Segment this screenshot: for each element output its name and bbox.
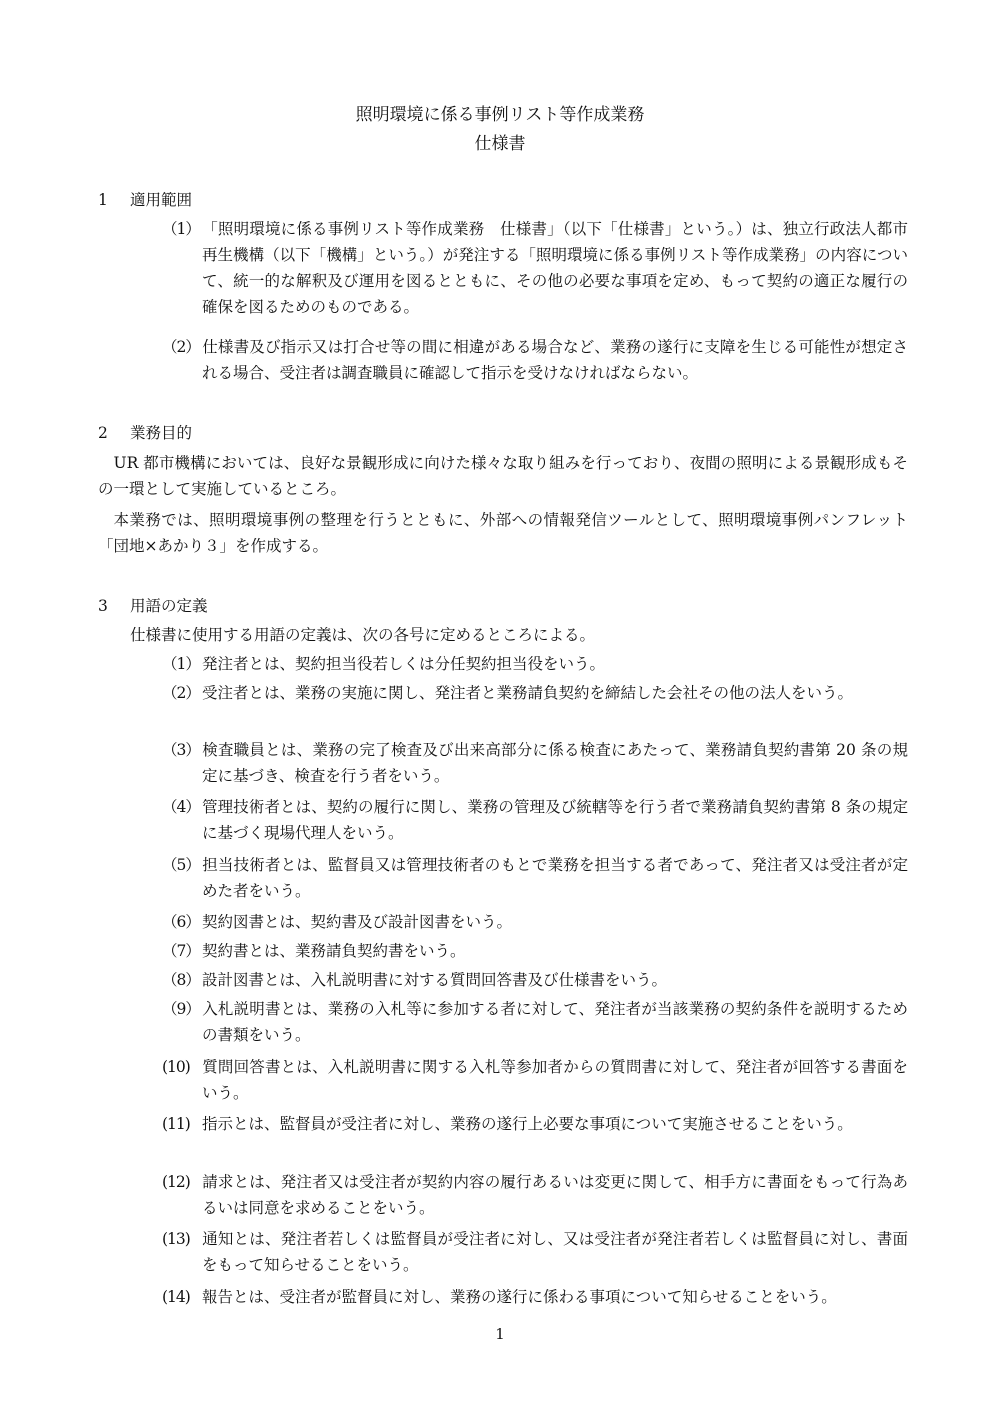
item-label: （7）: [162, 942, 200, 960]
item-text: 発注者とは、契約担当役若しくは分任契約担当役をいう。: [202, 655, 606, 673]
list-item: [130, 967, 908, 993]
list-item: [130, 334, 908, 386]
item-text: 契約図書とは、契約書及び設計図書をいう。: [202, 913, 513, 931]
item-label: （8）: [162, 971, 200, 989]
item-label: （1）: [162, 655, 200, 673]
section-title: 用語の定義: [130, 597, 208, 615]
list-item: [130, 680, 908, 706]
item-label: （5）: [162, 856, 200, 874]
section-title: 業務目的: [130, 424, 193, 442]
item-label: (11): [162, 1115, 190, 1133]
list-item: [130, 737, 908, 789]
list-item: [130, 1169, 908, 1221]
item-text: 担当技術者とは、監督員又は管理技術者のもとで業務を担当する者であって、発注者又は受注者が定めた者をいう。: [202, 856, 908, 900]
paragraph: 本業務では、照明環境事例の整理を行うとともに、外部への情報発信ツールとして、照明環境事例パンフレット「団地×あかり３」を作成する。: [98, 511, 908, 555]
list-item: [130, 216, 908, 320]
item-text: 報告とは、受注者が監督員に対し、業務の遂行に係わる事項について知らせることをいう。: [202, 1288, 837, 1306]
item-text: 契約書とは、業務請負契約書をいう。: [202, 942, 466, 960]
item-text: 入札説明書とは、業務の入札等に参加する者に対して、発注者が当該業務の契約条件を説明するための書類をいう。: [202, 1000, 908, 1044]
item-text: 検査職員とは、業務の完了検査及び出来高部分に係る検査にあたって、業務請負契約書第 20 条の規定に基づき、検査を行う者をいう。: [202, 741, 908, 785]
item-label: (14): [162, 1288, 190, 1306]
list-item: [130, 996, 908, 1048]
section-number: 3: [98, 597, 108, 615]
document-subtitle: 仕様書: [474, 134, 526, 154]
item-label: （1）: [162, 220, 200, 238]
list-item: [130, 938, 908, 964]
item-text: 仕様書及び指示又は打合せ等の間に相違がある場合など、業務の遂行に支障を生じる可能性が想定される場合、受注者は調査職員に確認して指示を受けなければならない。: [202, 338, 908, 382]
section-number: 2: [98, 424, 108, 442]
item-label: （4）: [162, 798, 200, 816]
item-text: 「照明環境に係る事例リスト等作成業務 仕様書」（以下「仕様書」という。）は、独立行政法人都市再生機構（以下「機構」という。）が発注する「照明環境に係る事例リスト等作成業務」の内容について、統一的な解釈及び運用を図るとともに、その他の必要な事項を定め、もって契約の適正な履行の確保を図るためのものである。: [202, 220, 908, 316]
document-title: 照明環境に係る事例リスト等作成業務: [355, 105, 645, 125]
item-label: （3）: [162, 741, 200, 759]
section-lead: 仕様書に使用する用語の定義は、次の各号に定めるところによる。: [130, 626, 596, 644]
item-label: (10): [162, 1058, 190, 1076]
section-heading: [98, 187, 192, 214]
list-item: [130, 1284, 908, 1310]
item-text: 管理技術者とは、契約の履行に関し、業務の管理及び統轄等を行う者で業務請負契約書第 8 条の規定に基づく現場代理人をいう。: [202, 798, 908, 842]
page-number: 1: [495, 1325, 505, 1343]
item-label: （6）: [162, 913, 200, 931]
item-text: 質問回答書とは、入札説明書に関する入札等参加者からの質問書に対して、発注者が回答する書面をいう。: [202, 1058, 908, 1102]
list-item: [130, 852, 908, 904]
list-item: [130, 1226, 908, 1278]
section-number: 1: [98, 191, 108, 209]
list-item: [130, 794, 908, 846]
paragraph: UR 都市機構においては、良好な景観形成に向けた様々な取り組みを行っており、夜間の照明による景観形成もその一環として実施しているところ。: [98, 454, 908, 498]
list-item: [130, 909, 908, 935]
item-label: （2）: [162, 338, 200, 356]
item-label: （2）: [162, 684, 200, 702]
section-title: 適用範囲: [130, 191, 193, 209]
item-text: 指示とは、監督員が受注者に対し、業務の遂行上必要な事項について実施させることをいう。: [202, 1115, 853, 1133]
list-item: [130, 651, 908, 677]
item-text: 設計図書とは、入札説明書に対する質問回答書及び仕様書をいう。: [202, 971, 668, 989]
item-label: (12): [162, 1173, 190, 1191]
item-label: （9）: [162, 1000, 200, 1018]
list-item: [130, 1054, 908, 1106]
section-heading: [98, 593, 208, 620]
item-text: 受注者とは、業務の実施に関し、発注者と業務請負契約を締結した会社その他の法人をいう。: [202, 684, 854, 702]
item-text: 通知とは、発注者若しくは監督員が受注者に対し、又は受注者が発注者若しくは監督員に対し、書面をもって知らせることをいう。: [202, 1230, 908, 1274]
item-label: (13): [162, 1230, 190, 1248]
item-text: 請求とは、発注者又は受注者が契約内容の履行あるいは変更に関して、相手方に書面をもって行為あるいは同意を求めることをいう。: [202, 1173, 908, 1217]
section-heading: [98, 420, 192, 447]
list-item: [130, 1111, 908, 1137]
